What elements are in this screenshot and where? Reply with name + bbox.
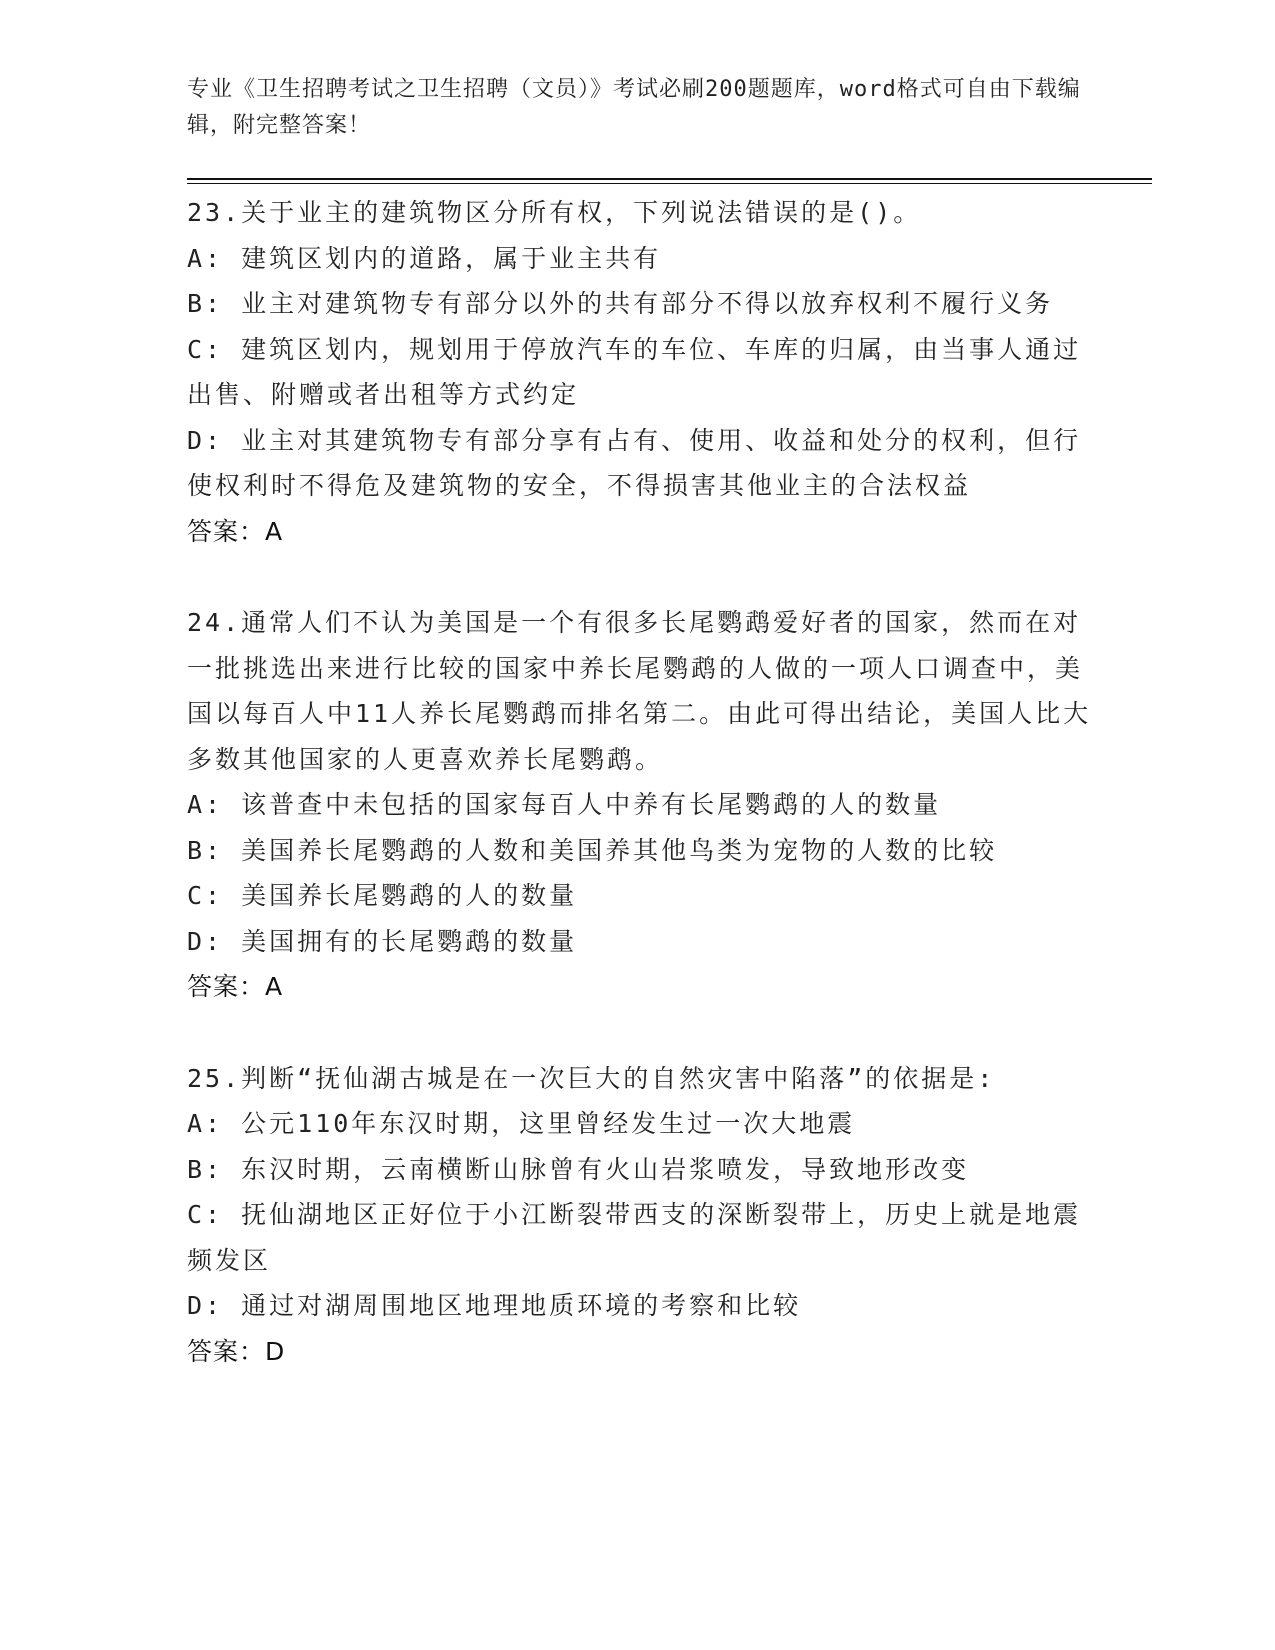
- question-stem: 24.通常人们不认为美国是一个有很多长尾鹦鹉爱好者的国家，然而在对一批挑选出来进行比较的国家中养长尾鹦鹉的人做的一项人口调查中，美国以每百人中11人养长尾鹦鹉而排名第二。由此可得出结论，美国人比大多数其他国家的人更喜欢养长尾鹦鹉。: [187, 608, 1092, 774]
- question-24: [187, 600, 1107, 1010]
- answer-label: 答案：D: [187, 1336, 286, 1366]
- option-d: D: 美国拥有的长尾鹦鹉的数量: [187, 926, 578, 956]
- question-23: [187, 190, 1107, 554]
- question-25: [187, 1056, 1107, 1375]
- option-a: A: 该普查中未包括的国家每百人中养有长尾鹦鹉的人的数量: [187, 790, 942, 819]
- option-b: B: 美国养长尾鹦鹉的人数和美国养其他鸟类为宠物的人数的比较: [187, 835, 998, 865]
- option-c: C: 抚仙湖地区正好位于小江断裂带西支的深断裂带上，历史上就是地震频发区: [187, 1200, 1082, 1275]
- option-c: C: 建筑区划内，规划用于停放汽车的车位、车库的归属，由当事人通过出售、附赠或者出租等方式约定: [187, 334, 1082, 409]
- intro-text: 专业《卫生招聘考试之卫生招聘（文员）》考试必刷200题题库，word格式可自由下载编辑，附完整答案！: [187, 77, 1081, 138]
- answer-label: 答案：A: [187, 972, 284, 1001]
- document-intro: [187, 72, 1087, 144]
- header-divider-thick: [187, 178, 1152, 180]
- option-c: C: 美国养长尾鹦鹉的人的数量: [187, 881, 578, 910]
- option-a: A: 建筑区划内的道路，属于业主共有: [187, 243, 662, 273]
- question-stem: 25.判断“抚仙湖古城是在一次巨大的自然灾害中陷落”的依据是:: [187, 1063, 996, 1093]
- option-d: D: 业主对其建筑物专有部分享有占有、使用、收益和处分的权利，但行使权利时不得危及建筑物的安全，不得损害其他业主的合法权益: [187, 425, 1082, 500]
- option-b: B: 业主对建筑物专有部分以外的共有部分不得以放弃权利不履行义务: [187, 289, 1054, 318]
- answer-label: 答案：A: [187, 516, 284, 546]
- question-stem: 23.关于业主的建筑物区分所有权，下列说法错误的是()。: [187, 198, 922, 227]
- option-d: D: 通过对湖周围地区地理地质环境的考察和比较: [187, 1291, 802, 1320]
- question-list: [187, 190, 1107, 1420]
- option-b: B: 东汉时期，云南横断山脉曾有火山岩浆喷发，导致地形改变: [187, 1154, 970, 1184]
- option-a: A: 公元110年东汉时期，这里曾经发生过一次大地震: [187, 1109, 856, 1138]
- header-divider-thin: [187, 183, 1152, 184]
